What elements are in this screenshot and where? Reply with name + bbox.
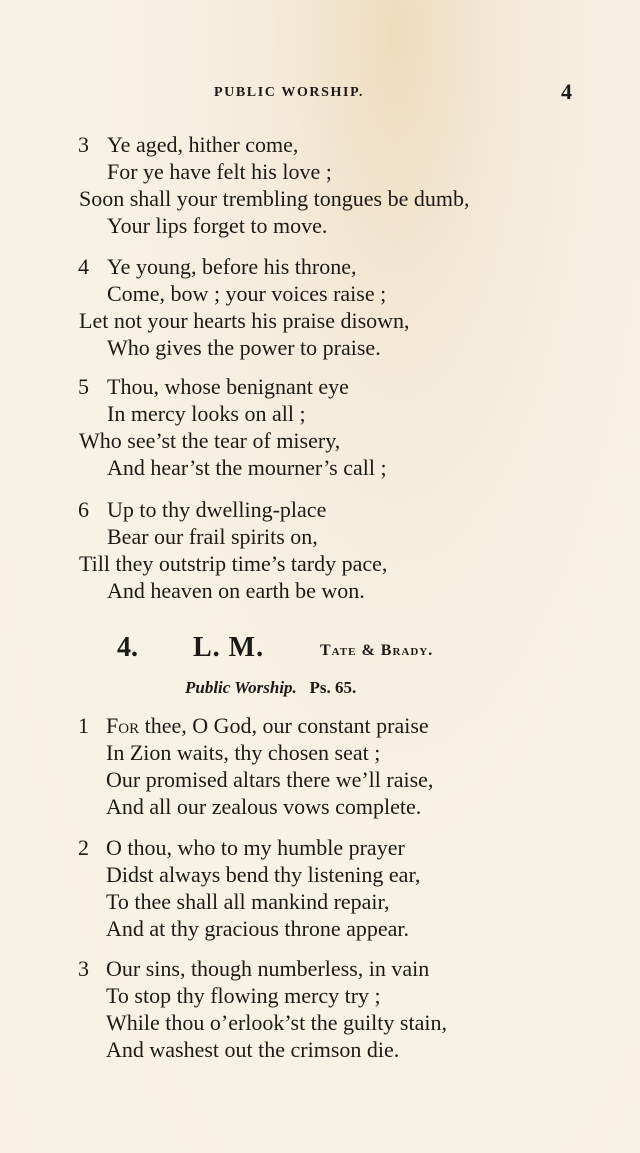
- running-title: PUBLIC WORSHIP.: [214, 85, 365, 100]
- verse-line: And heaven on earth be won.: [107, 578, 365, 603]
- stanza-number: 3: [78, 956, 89, 981]
- stanza-number: 3: [78, 132, 89, 157]
- stanza-number: 2: [78, 835, 89, 860]
- stanza-number: 6: [78, 497, 89, 522]
- running-head: [0, 79, 640, 109]
- verse-line: Our sins, though numberless, in vain: [106, 956, 430, 981]
- verse-line-first: [106, 713, 429, 739]
- verse-line: O thou, who to my humble prayer: [106, 835, 405, 860]
- verse-line: To stop thy flowing mercy try ;: [106, 983, 381, 1008]
- verse-line: And at thy gracious throne appear.: [106, 916, 410, 941]
- stanza-number: 1: [78, 713, 89, 738]
- first-word: For: [106, 713, 140, 738]
- stanza-number: 5: [78, 374, 89, 399]
- verse-line: In Zion waits, thy chosen seat ;: [106, 740, 381, 765]
- hymn-number: 4.: [117, 632, 138, 663]
- verse-line: Your lips forget to move.: [107, 213, 328, 238]
- verse-line: And all our zealous vows complete.: [106, 794, 422, 819]
- verse-line: Our promised altars there we’ll raise,: [106, 767, 434, 792]
- verse-line: And washest out the crimson die.: [106, 1037, 400, 1062]
- verse-line: For ye have felt his love ;: [107, 159, 332, 184]
- verse-line: Who gives the power to praise.: [107, 335, 381, 360]
- page-number: 4: [561, 79, 572, 104]
- verse-line: Ye young, before his throne,: [107, 254, 357, 279]
- verse-line: Up to thy dwelling-place: [107, 497, 327, 522]
- first-line-rest: thee, O God, our constant praise: [139, 713, 429, 738]
- hymn-heading: [0, 632, 640, 668]
- verse-line: Come, bow ; your voices raise ;: [107, 281, 387, 306]
- verse-line: Didst always bend thy listening ear,: [106, 862, 421, 887]
- verse-line: Soon shall your trembling tongues be dumb,: [79, 186, 470, 211]
- verse-line: Thou, whose benignant eye: [107, 374, 349, 399]
- verse-line: While thou o’erlook’st the guilty stain,: [106, 1010, 447, 1035]
- verse-line: In mercy looks on all ;: [107, 401, 306, 426]
- hymn-meter: L. M.: [193, 632, 265, 663]
- verse-line: To thee shall all mankind repair,: [106, 889, 390, 914]
- verse-line: Till they outstrip time’s tardy pace,: [79, 551, 388, 576]
- verse-line: Let not your hearts his praise disown,: [79, 308, 410, 333]
- subtitle-text: Public Worship.: [185, 678, 297, 697]
- verse-line: And hear’st the mourner’s call ;: [107, 455, 387, 480]
- verse-line: Ye aged, hither come,: [107, 132, 299, 157]
- verse-line: Who see’st the tear of misery,: [79, 428, 341, 453]
- verse-line: Bear our frail spirits on,: [107, 524, 318, 549]
- hymn-subtitle: [185, 678, 356, 698]
- hymn-author: Tate & Brady.: [320, 642, 434, 659]
- stanza-number: 4: [78, 254, 89, 279]
- scripture-reference: Ps. 65.: [309, 678, 357, 697]
